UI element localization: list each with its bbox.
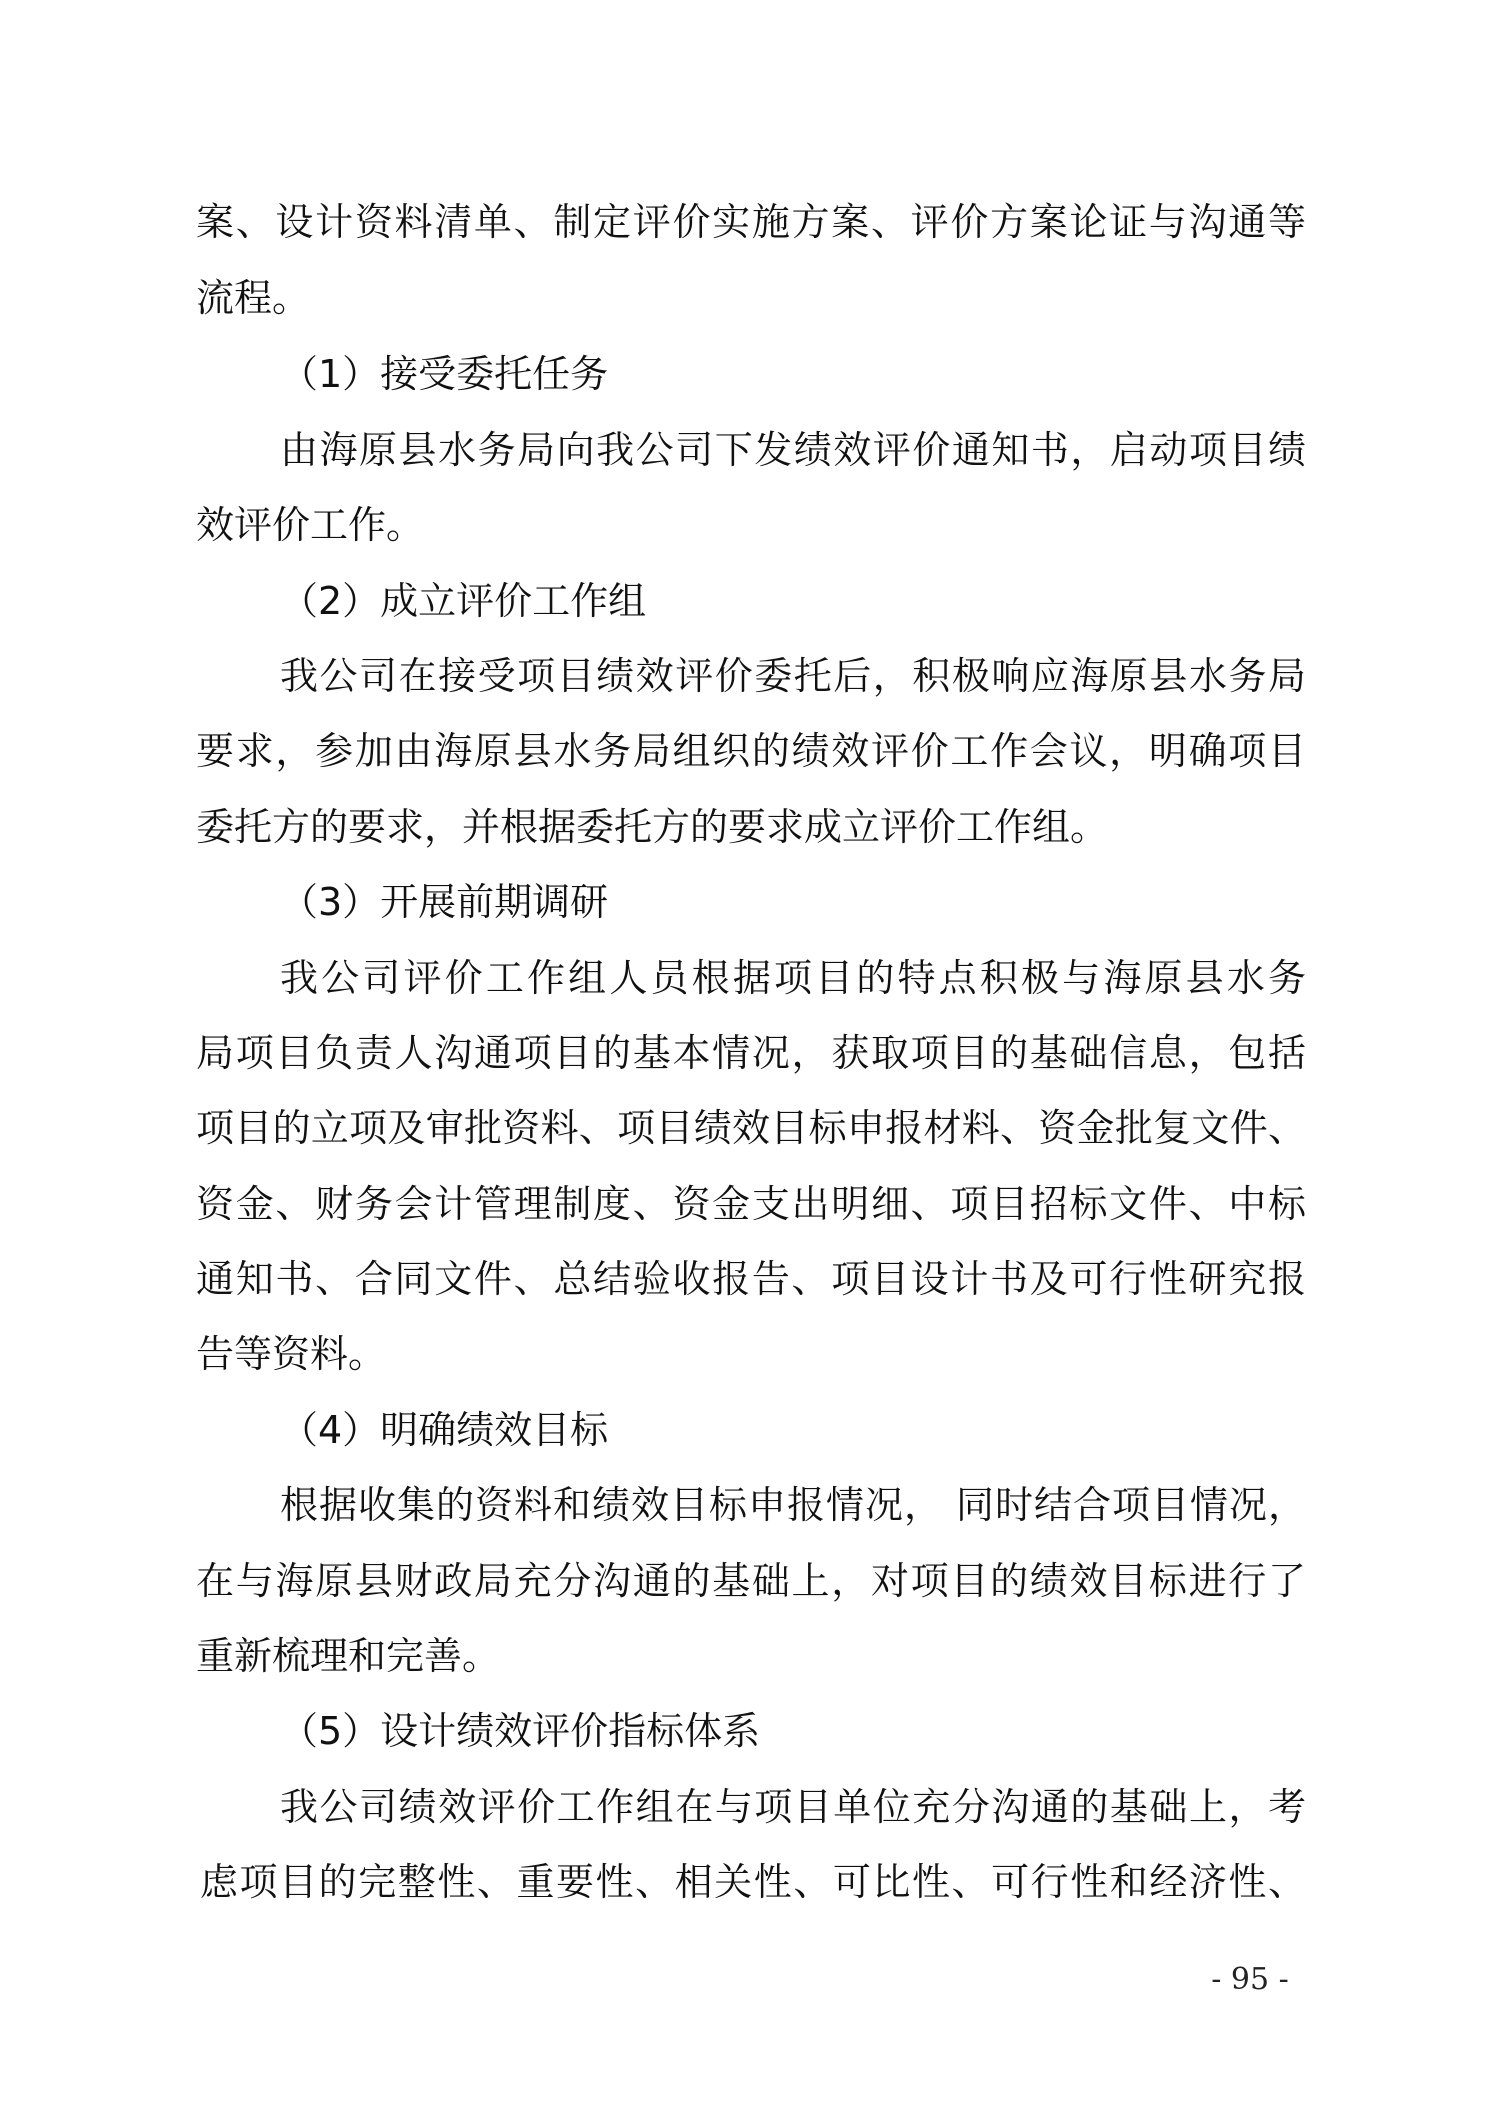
body-text-line: 流程。 (196, 276, 311, 320)
section-heading: （4）明确绩效目标 (280, 1408, 609, 1452)
body-text-line: 要求，参加由海原县水务局组织的绩效评价工作会议，明确项目 (196, 729, 1306, 773)
body-text-line: 资金、财务会计管理制度、资金支出明细、项目招标文件、中标 (196, 1182, 1306, 1226)
body-text-line: 虑项目的完整性、重要性、相关性、可比性、可行性和经济性、 (200, 1860, 1306, 1904)
paragraph-first-line: 我公司评价工作组人员根据项目的特点积极与海原县水务 (280, 956, 1306, 1000)
paragraph-first-line: 根据收集的资料和绩效目标申报情况， 同时结合项目情况， (280, 1483, 1306, 1527)
body-text-line: 告等资料。 (196, 1332, 387, 1376)
body-text-line: 局项目负责人沟通项目的基本情况，获取项目的基础信息，包括 (196, 1031, 1306, 1075)
body-text-line: 在与海原县财政局充分沟通的基础上，对项目的绩效目标进行了 (196, 1559, 1306, 1603)
body-text-line: 重新梳理和完善。 (196, 1634, 501, 1678)
body-text-line: 项目的立项及审批资料、项目绩效目标申报材料、资金批复文件、 (196, 1106, 1306, 1150)
page-number: - 95 - (1211, 1962, 1289, 1997)
body-text-line: 案、设计资料清单、制定评价实施方案、评价方案论证与沟通等 (196, 200, 1306, 244)
body-text-line: 委托方的要求，并根据委托方的要求成立评价工作组。 (196, 805, 1109, 849)
body-text-line: 通知书、合同文件、总结验收报告、项目设计书及可行性研究报 (196, 1257, 1306, 1301)
paragraph-first-line: 我公司绩效评价工作组在与项目单位充分沟通的基础上，考 (280, 1785, 1306, 1829)
section-heading: （1）接受委托任务 (280, 352, 609, 396)
section-heading: （3）开展前期调研 (280, 880, 609, 924)
paragraph-first-line: 我公司在接受项目绩效评价委托后，积极响应海原县水务局 (280, 654, 1306, 698)
section-heading: （5）设计绩效评价指标体系 (280, 1709, 761, 1753)
paragraph-first-line: 由海原县水务局向我公司下发绩效评价通知书，启动项目绩 (280, 428, 1306, 472)
body-text-line: 效评价工作。 (196, 503, 425, 547)
section-heading: （2）成立评价工作组 (280, 579, 647, 623)
